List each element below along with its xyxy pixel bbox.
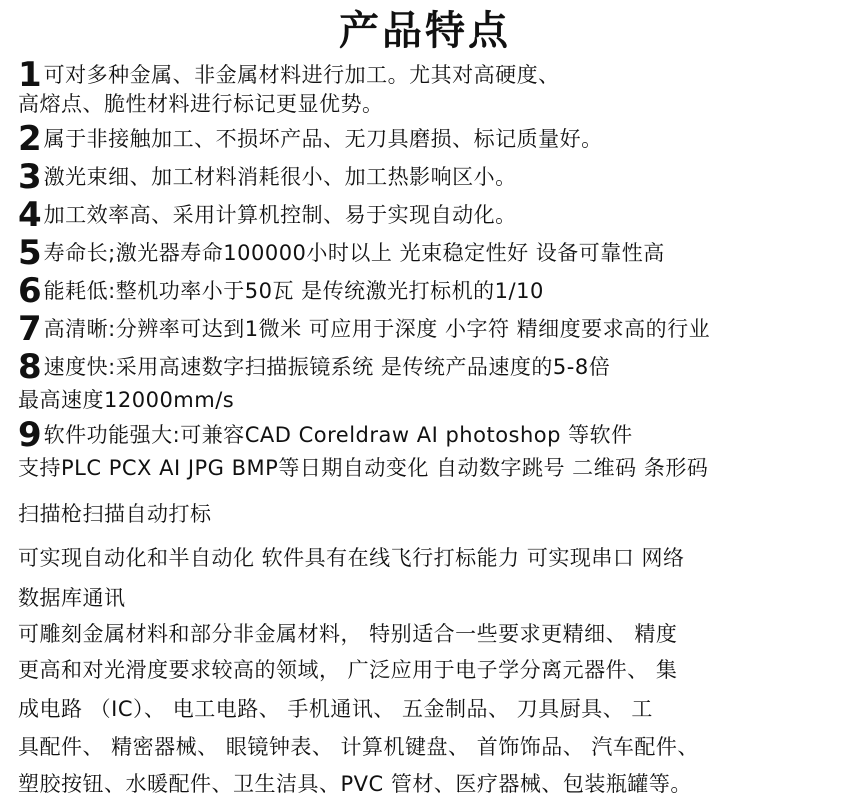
feature-8 <box>18 347 611 387</box>
feature-3 <box>18 157 517 197</box>
feature-text: 可对多种金属、非金属材料进行加工。尤其对高硬度、 <box>43 63 560 87</box>
feature-text: 加工效率高、采用计算机控制、易于实现自动化。 <box>43 203 517 227</box>
page-title: 产品特点 <box>339 8 511 54</box>
text-line: 扫描枪扫描自动打标 <box>18 502 212 526</box>
feature-7 <box>18 309 711 349</box>
text-line: 数据库通讯 <box>18 586 126 610</box>
feature-9 <box>18 415 633 455</box>
feature-number: 3 <box>18 157 42 197</box>
text-line: 更高和对光滑度要求较高的领域， 广泛应用于电子学分离元器件、 集 <box>18 658 678 682</box>
feature-text: 寿命长;激光器寿命100000小时以上 光束稳定性好 设备可靠性高 <box>43 241 665 265</box>
feature-9-continuation: 支持PLC PCX AI JPG BMP等日期自动变化 自动数字跳号 二维码 条形码 <box>18 456 709 480</box>
feature-text: 激光束细、加工材料消耗很小、加工热影响区小。 <box>43 165 517 189</box>
feature-number: 8 <box>18 347 42 387</box>
text-line: 可实现自动化和半自动化 软件具有在线飞行打标能力 可实现串口 网络 <box>18 546 685 570</box>
feature-number: 5 <box>18 233 42 273</box>
feature-4 <box>18 195 517 235</box>
text-line: 具配件、 精密器械、 眼镜钟表、 计算机键盘、 首饰饰品、 汽车配件、 <box>18 735 699 759</box>
feature-number: 9 <box>18 415 42 455</box>
feature-text: 速度快:采用高速数字扫描振镜系统 是传统产品速度的5-8倍 <box>43 355 611 379</box>
feature-text: 能耗低:整机功率小于50瓦 是传统激光打标机的1/10 <box>43 279 544 303</box>
text-line: 可雕刻金属材料和部分非金属材料， 特别适合一些要求更精细、 精度 <box>18 622 678 646</box>
text-line: 成电路 （IC）、 电工电路、 手机通讯、 五金制品、 刀具厨具、 工 <box>18 697 653 721</box>
feature-1 <box>18 55 560 95</box>
feature-6 <box>18 271 544 311</box>
feature-number: 1 <box>18 55 42 95</box>
feature-number: 7 <box>18 309 42 349</box>
text-line: 塑胶按钮、水暖配件、卫生洁具、PVC 管材、医疗器械、包装瓶罐等。 <box>18 772 692 796</box>
feature-2 <box>18 119 603 159</box>
feature-8-continuation: 最高速度12000mm/s <box>18 388 235 412</box>
feature-5 <box>18 233 665 273</box>
feature-text: 软件功能强大:可兼容CAD Coreldraw AI photoshop 等软件 <box>43 423 633 447</box>
feature-text: 高清晰:分辨率可达到1微米 可应用于深度 小字符 精细度要求高的行业 <box>43 317 711 341</box>
feature-number: 6 <box>18 271 42 311</box>
feature-number: 2 <box>18 119 42 159</box>
feature-1-continuation: 高熔点、脆性材料进行标记更显优势。 <box>18 92 384 116</box>
feature-number: 4 <box>18 195 42 235</box>
feature-text: 属于非接触加工、不损坏产品、无刀具磨损、标记质量好。 <box>43 127 603 151</box>
